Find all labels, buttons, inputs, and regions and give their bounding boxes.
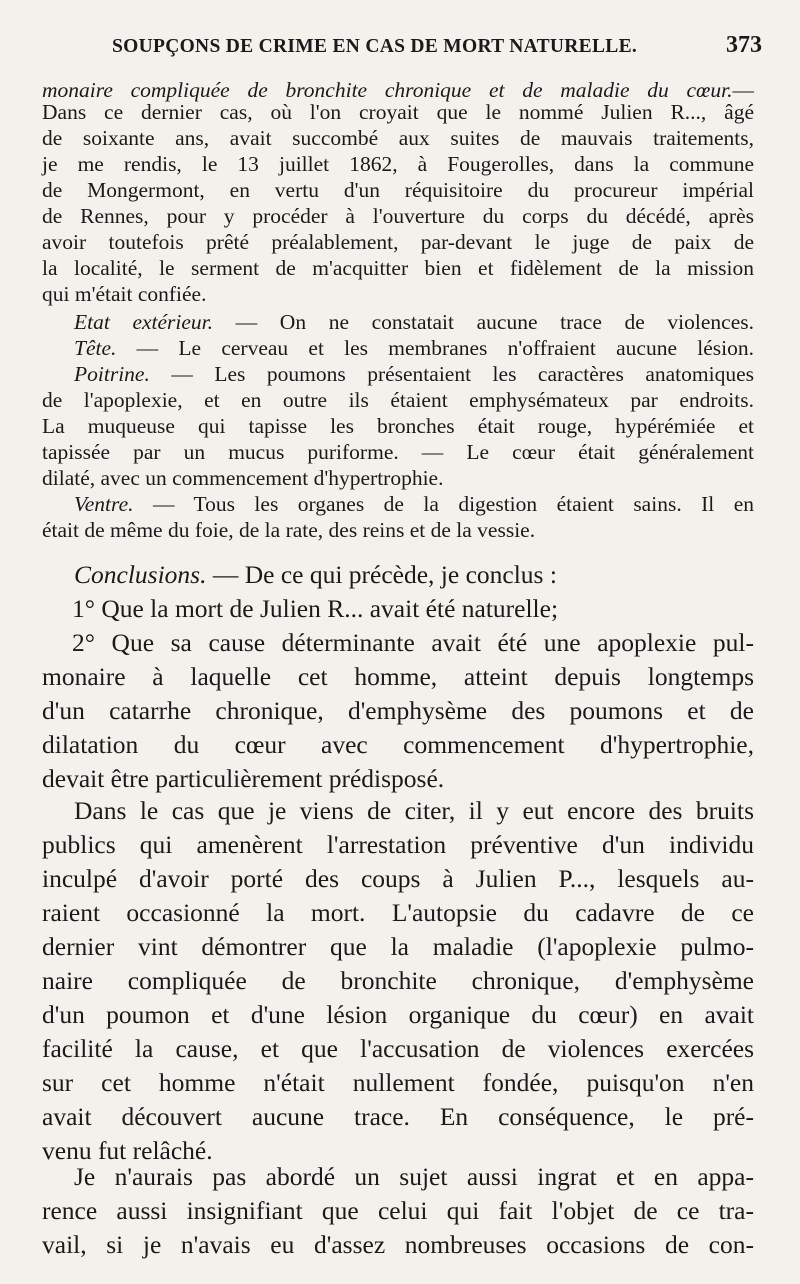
- text-line: [42, 1196, 754, 1226]
- text-line: [42, 256, 754, 281]
- text-line: [74, 492, 754, 517]
- text-run: La muqueuse qui tapisse les bronches était rouge, hypérémiée et: [42, 414, 754, 438]
- text-run: devait être particulièrement prédisposé.: [42, 764, 445, 793]
- text-run: avoir toutefois prêté préalablement, par-devant le juge de paix de: [42, 230, 754, 254]
- text-run: tapissée par un mucus puriforme. — Le cœur était généralement: [42, 440, 754, 464]
- text-run: qui m'était confiée.: [42, 282, 207, 306]
- text-line: [74, 310, 754, 335]
- text-run: — Le cerveau et les membranes n'offraient aucune lésion.: [116, 336, 754, 360]
- text-line: [74, 1162, 754, 1192]
- text-line: [42, 414, 754, 439]
- text-run: —: [732, 78, 754, 102]
- italic-heading: Tête.: [74, 336, 117, 360]
- text-line: [42, 966, 754, 996]
- page-number: 373: [726, 32, 762, 58]
- italic-heading: Ventre.: [74, 492, 134, 516]
- text-run: Je n'aurais pas abordé un sujet aussi ingrat et en appa-: [74, 1162, 754, 1191]
- text-run: — De ce qui précède, je conclus :: [206, 560, 557, 589]
- text-line: [42, 730, 754, 760]
- text-line: [42, 1230, 754, 1260]
- text-line: [42, 100, 754, 125]
- text-line: [42, 388, 754, 413]
- text-line: [42, 230, 754, 255]
- text-run: d'un poumon et d'une lésion organique du cœur) en avait: [42, 1000, 754, 1029]
- text-run: était de même du foie, de la rate, des reins et de la vessie.: [42, 518, 536, 542]
- text-run: la localité, le serment de m'acquitter bien et fidèlement de la mission: [42, 256, 754, 280]
- text-line: [42, 764, 754, 794]
- text-run: de Rennes, pour y procéder à l'ouverture du corps du décédé, après: [42, 204, 754, 228]
- text-run: dilaté, avec un commencement d'hypertrophie.: [42, 466, 444, 490]
- text-run: sur cet homme n'était nullement fondée, puisqu'on n'en: [42, 1068, 754, 1097]
- italic-heading: monaire compliquée de bronchite chronique et de maladie du cœur.: [42, 78, 733, 102]
- text-run: rence aussi insignifiant que celui qui fait l'objet de ce tra-: [42, 1196, 754, 1225]
- page-header: [112, 30, 762, 64]
- italic-heading: Etat extérieur.: [74, 310, 214, 334]
- text-line: [74, 796, 754, 826]
- text-run: Dans ce dernier cas, où l'on croyait que le nommé Julien R..., âgé: [42, 100, 754, 124]
- running-title: SOUPÇONS DE CRIME EN CAS DE MORT NATURELLE.: [112, 36, 638, 57]
- text-run: inculpé d'avoir porté des coups à Julien P..., lesquels au-: [42, 864, 754, 893]
- text-run: dilatation du cœur avec commencement d'hypertrophie,: [42, 730, 754, 759]
- text-run: de soixante ans, avait succombé aux suites de mauvais traitements,: [42, 126, 754, 150]
- text-line: [42, 440, 754, 465]
- text-line: [42, 518, 754, 543]
- text-line: [42, 1068, 754, 1098]
- text-line: [42, 178, 754, 203]
- text-run: monaire à laquelle cet homme, atteint depuis longtemps: [42, 662, 754, 691]
- text-line: [74, 336, 754, 361]
- text-run: avait découvert aucune trace. En conséquence, le pré-: [42, 1102, 754, 1131]
- text-run: — Les poumons présentaient les caractères anatomiques: [149, 362, 754, 386]
- text-run: facilité la cause, et que l'accusation de violences exercées: [42, 1034, 754, 1063]
- text-line: [72, 628, 754, 658]
- text-line: [72, 594, 754, 624]
- text-run: je me rendis, le 13 juillet 1862, à Fougerolles, dans la commune: [42, 152, 754, 176]
- text-line: [42, 1034, 754, 1064]
- text-run: de Mongermont, en vertu d'un réquisitoire du procureur impérial: [42, 178, 754, 202]
- text-line: [42, 830, 754, 860]
- text-run: 2° Que sa cause déterminante avait été une apoplexie pul-: [72, 628, 754, 657]
- text-line: [42, 696, 754, 726]
- text-run: d'un catarrhe chronique, d'emphysème des poumons et de: [42, 696, 754, 725]
- text-line: [74, 362, 754, 387]
- text-line: [42, 282, 754, 307]
- text-line: [42, 204, 754, 229]
- text-run: Dans le cas que je viens de citer, il y eut encore des bruits: [74, 796, 754, 825]
- text-line: [42, 662, 754, 692]
- text-line: [42, 1000, 754, 1030]
- text-line: [42, 126, 754, 151]
- text-run: — On ne constatait aucune trace de violences.: [213, 310, 754, 334]
- text-run: — Tous les organes de la digestion étaient sains. Il en: [133, 492, 754, 516]
- text-run: publics qui amenèrent l'arrestation préventive d'un individu: [42, 830, 754, 859]
- text-run: venu fut relâché.: [42, 1136, 213, 1165]
- text-run: dernier vint démontrer que la maladie (l'apoplexie pulmo-: [42, 932, 754, 961]
- text-line: [74, 560, 754, 590]
- text-run: vail, si je n'avais eu d'assez nombreuses occasions de con-: [42, 1230, 754, 1259]
- text-line: [42, 898, 754, 928]
- text-run: de l'apoplexie, et en outre ils étaient emphysémateux par endroits.: [42, 388, 754, 412]
- text-run: raient occasionné la mort. L'autopsie du cadavre de ce: [42, 898, 754, 927]
- text-line: [42, 864, 754, 894]
- text-line: [42, 1102, 754, 1132]
- text-line: [42, 466, 754, 491]
- text-line: [42, 152, 754, 177]
- text-run: naire compliquée de bronchite chronique, d'emphysème: [42, 966, 754, 995]
- italic-heading: Conclusions.: [74, 560, 207, 589]
- italic-heading: Poitrine.: [74, 362, 150, 386]
- text-run: 1° Que la mort de Julien R... avait été naturelle;: [72, 594, 559, 623]
- text-line: [42, 932, 754, 962]
